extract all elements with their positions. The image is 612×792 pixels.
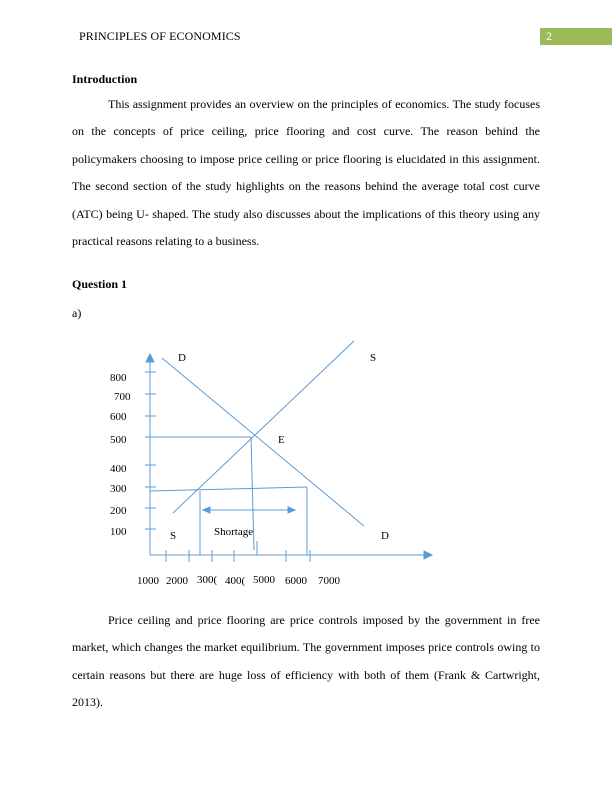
price-ceiling-chart	[0, 330, 612, 600]
y-tick-label: 800	[110, 372, 127, 384]
running-header-title: PRINCIPLES OF ECONOMICS	[79, 29, 241, 43]
question-1-paragraph	[72, 607, 540, 717]
x-tick-label: 300(	[197, 574, 218, 586]
shortage-arrow-left-head	[203, 507, 210, 513]
introduction-text: This assignment provides an overview on the principles of economics. The study focuses on the concepts of price ceiling, price flooring and cost curve. The reason behind the policymakers choosing to impose price ceiling or price flooring is elucidated in this assignment. The second section of the study highlights on the reasons behind the average total cost curve (ATC) being U- shaped. The study also discusses about the implications of this theory using any practical reasons relating to a business.	[72, 97, 540, 249]
x-tick-label: 1000	[137, 575, 159, 587]
y-tick-label: 100	[110, 526, 127, 538]
y-tick-label: 300	[110, 483, 127, 495]
supply-label-bottom: S	[170, 530, 177, 542]
introduction-paragraph	[72, 91, 540, 255]
y-tick-label: 700	[114, 391, 131, 403]
x-tick-label: 7000	[318, 575, 340, 587]
demand-label-bottom: D	[381, 530, 389, 542]
equilibrium-label: E	[278, 434, 285, 446]
introduction-heading: Introduction	[72, 72, 138, 86]
question-1-heading: Question 1	[72, 277, 128, 291]
demand-curve	[162, 358, 364, 526]
x-tick-label: 6000	[285, 575, 307, 587]
y-tick-label: 600	[110, 411, 127, 423]
shortage-label: Shortage	[214, 526, 254, 538]
x-tick-label: 5000	[253, 574, 275, 586]
shortage-arrow-right-head	[288, 507, 295, 513]
part-a-label: a)	[72, 306, 82, 320]
y-axis-arrow	[146, 354, 154, 362]
page-number-badge: 2	[540, 28, 612, 45]
y-tick-label: 200	[110, 505, 127, 517]
supply-curve	[173, 341, 354, 513]
x-axis-arrow	[424, 551, 432, 559]
y-tick-label: 500	[110, 434, 127, 446]
supply-label-top: S	[370, 352, 377, 364]
y-tick-label: 400	[110, 463, 127, 475]
x-tick-label: 400(	[225, 575, 246, 587]
demand-label-top: D	[178, 352, 186, 364]
x-tick-label: 2000	[166, 575, 188, 587]
price-ceiling-line	[150, 487, 307, 491]
question-1-text: Price ceiling and price flooring are price controls imposed by the government in free market, which changes the market equilibrium. The government imposes price controls owing to certain reasons but there are huge loss of efficiency with both of them (Frank & Cartwright, 2013).	[72, 613, 540, 710]
